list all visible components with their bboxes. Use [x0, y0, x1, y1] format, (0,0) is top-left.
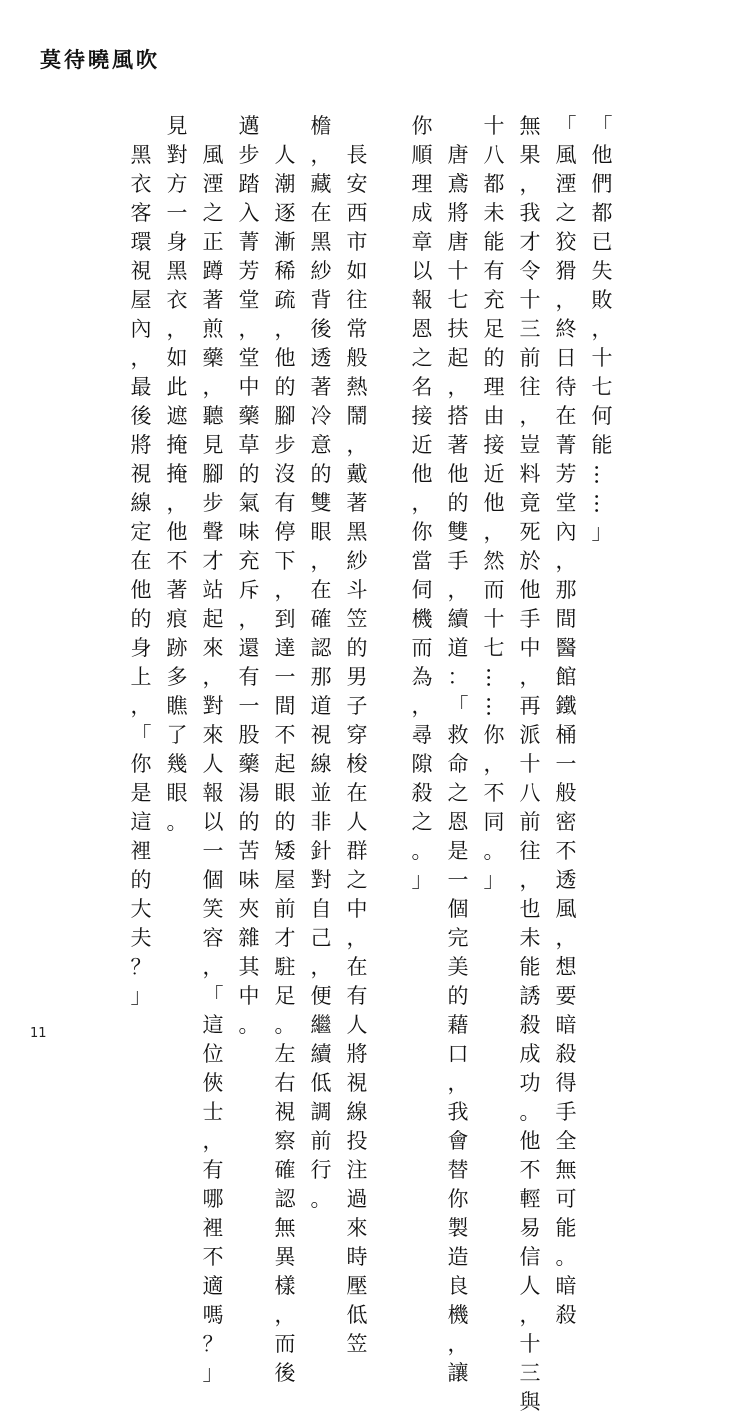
page-title: 莫待曉風吹: [40, 47, 160, 72]
text-column: 唐 鳶 將 唐 十 七 扶 起 ， 搭 著 他 的 雙 手 ， 續 道 ： 「 救 命 之 恩 是 一 個 完 美 的 藉 口 ， 我 會 替 你 製 造 良 機 ， 讓: [447, 143, 469, 1385]
text-column: 見 對 方 一 身 黑 衣 ， 如 此 遮 掩 掩 ， 他 不 著 痕 跡 多 瞧 了 幾 眼 。: [166, 114, 188, 834]
text-column: 邁 步 踏 入 菁 芳 堂 ， 堂 中 藥 草 的 氣 味 充 斥 ， 還 有 一 股 藥 湯 的 苦 味 夾 雜 其 中 。: [238, 114, 260, 1037]
text-column: 人 潮 逐 漸 稀 疏 ， 他 的 腳 步 沒 有 停 下 ， 到 達 一 間 不 起 眼 的 矮 屋 前 才 駐 足 。 左 右 視 察 確 認 無 異 樣 ， 而 後: [274, 143, 296, 1385]
text-column: 「 他 們 都 已 失 敗 ， 十 七 何 能 … … 」: [590, 114, 615, 544]
text-column: 檐 ， 藏 在 黑 紗 背 後 透 著 冷 意 的 雙 眼 ， 在 確 認 那 道 視 線 並 非 針 對 自 己 ， 便 繼 續 低 調 前 行 。: [310, 114, 332, 1211]
text-column: 長 安 西 市 如 往 常 般 熱 鬧 ， 戴 著 黑 紗 斗 笠 的 男 子 穿 梭 在 人 群 之 中 ， 在 有 人 將 視 線 投 注 過 來 時 壓 低 笠: [346, 143, 368, 1356]
text-column: 無 果 ， 我 才 令 十 三 前 往 ， 豈 料 竟 死 於 他 手 中 ， 再 派 十 八 前 往 ， 也 未 能 誘 殺 成 功 。 他 不 輕 易 信 人 ， 十 三 與: [519, 114, 541, 1414]
section-break: [375, 112, 404, 1022]
page-number: 11: [30, 1026, 47, 1041]
text-column: 風 湮 之 正 蹲 著 煎 藥 ， 聽 見 腳 步 聲 才 站 起 來 ， 對 來 人 報 以 一 個 笑 容 ， 「 這 位 俠 士 ， 有 哪 裡 不 適 嗎 ？ 」: [202, 143, 224, 1385]
text-column: 你 順 理 成 章 以 報 恩 之 名 接 近 他 ， 你 當 伺 機 而 為 ， 尋 隙 殺 之 。 」: [411, 114, 433, 892]
text-column: 十 八 都 未 能 有 充 足 的 理 由 接 近 他 ， 然 而 十 七 … … 你 ， 不 同 。 」: [482, 114, 507, 892]
vertical-text-block: [90, 112, 620, 1414]
text-column: 黑 衣 客 環 視 屋 內 ， 最 後 將 視 線 定 在 他 的 身 上 ， 「 你 是 這 裡 的 大 夫 ？ 」: [130, 143, 152, 1008]
text-column: 「 風 湮 之 狡 猾 ， 終 日 待 在 菁 芳 堂 內 ， 那 間 醫 館 鐵 桶 一 般 密 不 透 風 ， 想 要 暗 殺 得 手 全 無 可 能 。 暗 殺: [555, 114, 577, 1327]
